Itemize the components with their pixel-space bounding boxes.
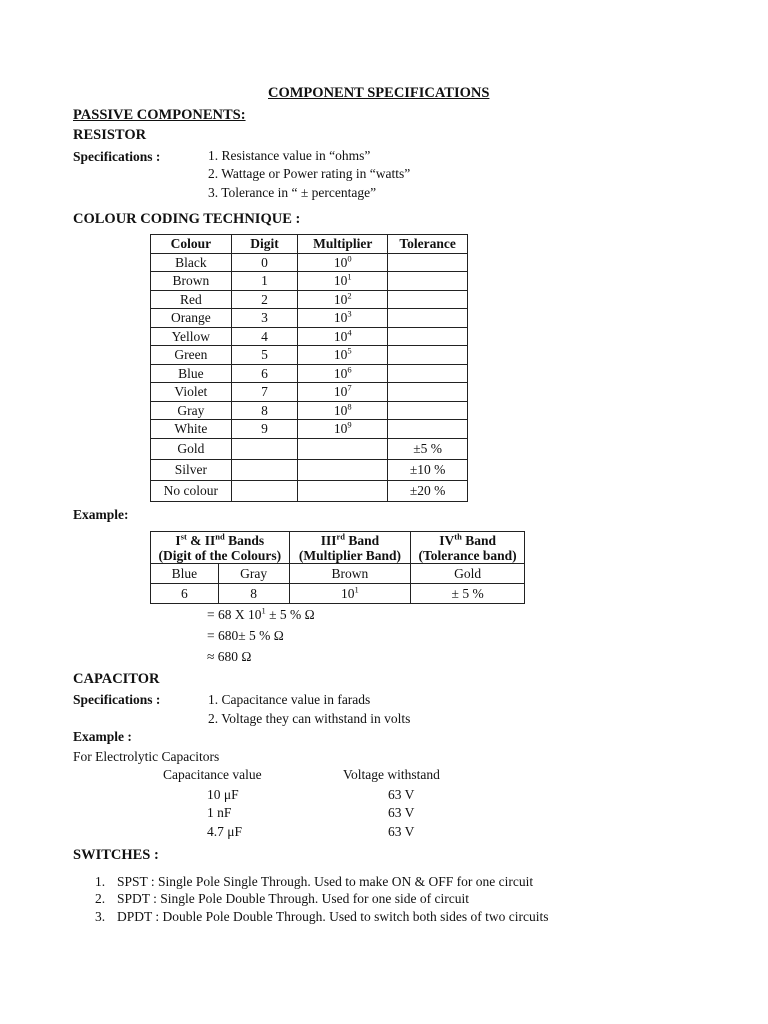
digit-cell xyxy=(231,480,298,501)
digit-cell: 5 xyxy=(231,346,298,365)
table-row xyxy=(151,383,468,402)
capacitance-value: 1 nF xyxy=(207,805,232,820)
colour-cell: Gray xyxy=(151,401,232,420)
capacitor-spec-label: Specifications : xyxy=(73,692,161,707)
digit-cell xyxy=(231,459,298,480)
multiplier-cell: $10^5$ xyxy=(298,346,388,365)
switch-item-spst: SPST : Single Pole Single Through. Used to make ON & OFF for one circuit xyxy=(117,874,534,889)
table-row xyxy=(151,253,468,272)
tolerance-cell xyxy=(388,253,468,272)
page-title: COMPONENT SPECIFICATIONS xyxy=(268,85,490,101)
resistor-heading: RESISTOR xyxy=(73,127,147,143)
tolerance-cell: ±10 % xyxy=(388,459,468,480)
table-row xyxy=(151,438,468,459)
calc-line-2: = 680± 5 % Ω xyxy=(207,628,284,643)
table-row xyxy=(151,309,468,328)
digit-cell: 9 xyxy=(231,420,298,439)
table-row xyxy=(151,564,525,584)
colour-coding-heading: COLOUR CODING TECHNIQUE : xyxy=(73,211,301,227)
multiplier-cell xyxy=(298,438,388,459)
colour-cell: Violet xyxy=(151,383,232,402)
example-table xyxy=(150,531,525,604)
table-row xyxy=(151,272,468,291)
colour-cell: Orange xyxy=(151,309,232,328)
multiplier-cell: $10^1$ xyxy=(298,272,388,291)
table-row xyxy=(151,459,468,480)
digit-cell: 0 xyxy=(231,253,298,272)
table-row xyxy=(151,290,468,309)
colour-cell: Brown xyxy=(151,272,232,291)
capacitor-spec-2: 2. Voltage they can withstand in volts xyxy=(208,711,411,726)
calc-line-3: ≈ 680 Ω xyxy=(207,649,252,664)
band4-colour: Gold xyxy=(411,564,525,584)
header-colour: Colour xyxy=(151,235,232,254)
voltage-value: 63 V xyxy=(388,805,415,820)
voltage-value: 63 V xyxy=(388,787,415,802)
capacitance-value: 10 μF xyxy=(207,787,239,802)
colour-cell: White xyxy=(151,420,232,439)
colour-cell: Blue xyxy=(151,364,232,383)
tolerance-cell xyxy=(388,309,468,328)
multiplier-cell: $10^7$ xyxy=(298,383,388,402)
table-row xyxy=(151,480,468,501)
tolerance-cell xyxy=(388,420,468,439)
colour-cell: Black xyxy=(151,253,232,272)
header-tolerance-band: IVth Band (Tolerance band) xyxy=(411,532,525,564)
tolerance-cell xyxy=(388,272,468,291)
band2-value: 8 xyxy=(218,584,289,604)
band4-value: ± 5 % xyxy=(411,584,525,604)
passive-components-heading: PASSIVE COMPONENTS: xyxy=(73,107,246,123)
band3-value: $10^1$ xyxy=(289,584,411,604)
multiplier-cell: $10^6$ xyxy=(298,364,388,383)
header-digit: Digit xyxy=(231,235,298,254)
tolerance-cell: ±5 % xyxy=(388,438,468,459)
switch-number: 1. xyxy=(95,874,106,889)
multiplier-cell: $10^3$ xyxy=(298,309,388,328)
tolerance-cell xyxy=(388,383,468,402)
resistor-spec-label: Specifications : xyxy=(73,149,161,164)
example-header-row xyxy=(151,532,525,564)
digit-cell: 2 xyxy=(231,290,298,309)
band1-value: 6 xyxy=(151,584,219,604)
switch-number: 3. xyxy=(95,909,106,924)
example-label: Example: xyxy=(73,507,129,522)
digit-cell: 3 xyxy=(231,309,298,328)
switch-number: 2. xyxy=(95,891,106,906)
digit-cell: 7 xyxy=(231,383,298,402)
colour-cell: Gold xyxy=(151,438,232,459)
colour-cell: Silver xyxy=(151,459,232,480)
switch-item-spdt: SPDT : Single Pole Double Through. Used for one side of circuit xyxy=(117,891,469,906)
table-row xyxy=(151,401,468,420)
table-header-row xyxy=(151,235,468,254)
table-row xyxy=(151,346,468,365)
tolerance-cell xyxy=(388,401,468,420)
header-digit-bands: Ist & IInd Bands (Digit of the Colours) xyxy=(151,532,290,564)
tolerance-cell: ±20 % xyxy=(388,480,468,501)
tolerance-cell xyxy=(388,346,468,365)
table-row xyxy=(151,364,468,383)
digit-cell: 8 xyxy=(231,401,298,420)
tolerance-cell xyxy=(388,290,468,309)
band3-colour: Brown xyxy=(289,564,411,584)
electrolytic-label: For Electrolytic Capacitors xyxy=(73,749,220,764)
band2-colour: Gray xyxy=(218,564,289,584)
capacitance-value: 4.7 μF xyxy=(207,824,242,839)
multiplier-cell: $10^8$ xyxy=(298,401,388,420)
digit-cell xyxy=(231,438,298,459)
colour-code-table xyxy=(150,234,468,502)
tolerance-cell xyxy=(388,364,468,383)
multiplier-cell: $10^9$ xyxy=(298,420,388,439)
colour-cell: Red xyxy=(151,290,232,309)
voltage-value: 63 V xyxy=(388,824,415,839)
resistor-spec-3: 3. Tolerance in “ ± percentage” xyxy=(208,185,377,200)
digit-cell: 6 xyxy=(231,364,298,383)
calc-line-1: = 68 X $10^1 \pm 5$ % Ω xyxy=(207,605,315,622)
multiplier-cell: $10^2$ xyxy=(298,290,388,309)
header-multiplier-band: IIIrd Band (Multiplier Band) xyxy=(289,532,411,564)
switches-heading: SWITCHES : xyxy=(73,847,159,863)
colour-cell: No colour xyxy=(151,480,232,501)
header-tolerance: Tolerance xyxy=(388,235,468,254)
capacitance-column-header: Capacitance value xyxy=(163,767,262,782)
multiplier-cell: $10^0$ xyxy=(298,253,388,272)
table-row xyxy=(151,584,525,604)
table-row xyxy=(151,420,468,439)
multiplier-cell: $10^4$ xyxy=(298,327,388,346)
switch-item-dpdt: DPDT : Double Pole Double Through. Used to switch both sides of two circuits xyxy=(117,909,549,924)
table-row xyxy=(151,327,468,346)
colour-cell: Green xyxy=(151,346,232,365)
band1-colour: Blue xyxy=(151,564,219,584)
voltage-column-header: Voltage withstand xyxy=(343,767,440,782)
tolerance-cell xyxy=(388,327,468,346)
capacitor-heading: CAPACITOR xyxy=(73,671,160,687)
colour-cell: Yellow xyxy=(151,327,232,346)
header-multiplier: Multiplier xyxy=(298,235,388,254)
resistor-spec-2: 2. Wattage or Power rating in “watts” xyxy=(208,166,411,181)
multiplier-cell xyxy=(298,459,388,480)
digit-cell: 1 xyxy=(231,272,298,291)
capacitor-spec-1: 1. Capacitance value in farads xyxy=(208,692,371,707)
digit-cell: 4 xyxy=(231,327,298,346)
multiplier-cell xyxy=(298,480,388,501)
capacitor-example-label: Example : xyxy=(73,729,132,744)
resistor-spec-1: 1. Resistance value in “ohms” xyxy=(208,148,371,163)
